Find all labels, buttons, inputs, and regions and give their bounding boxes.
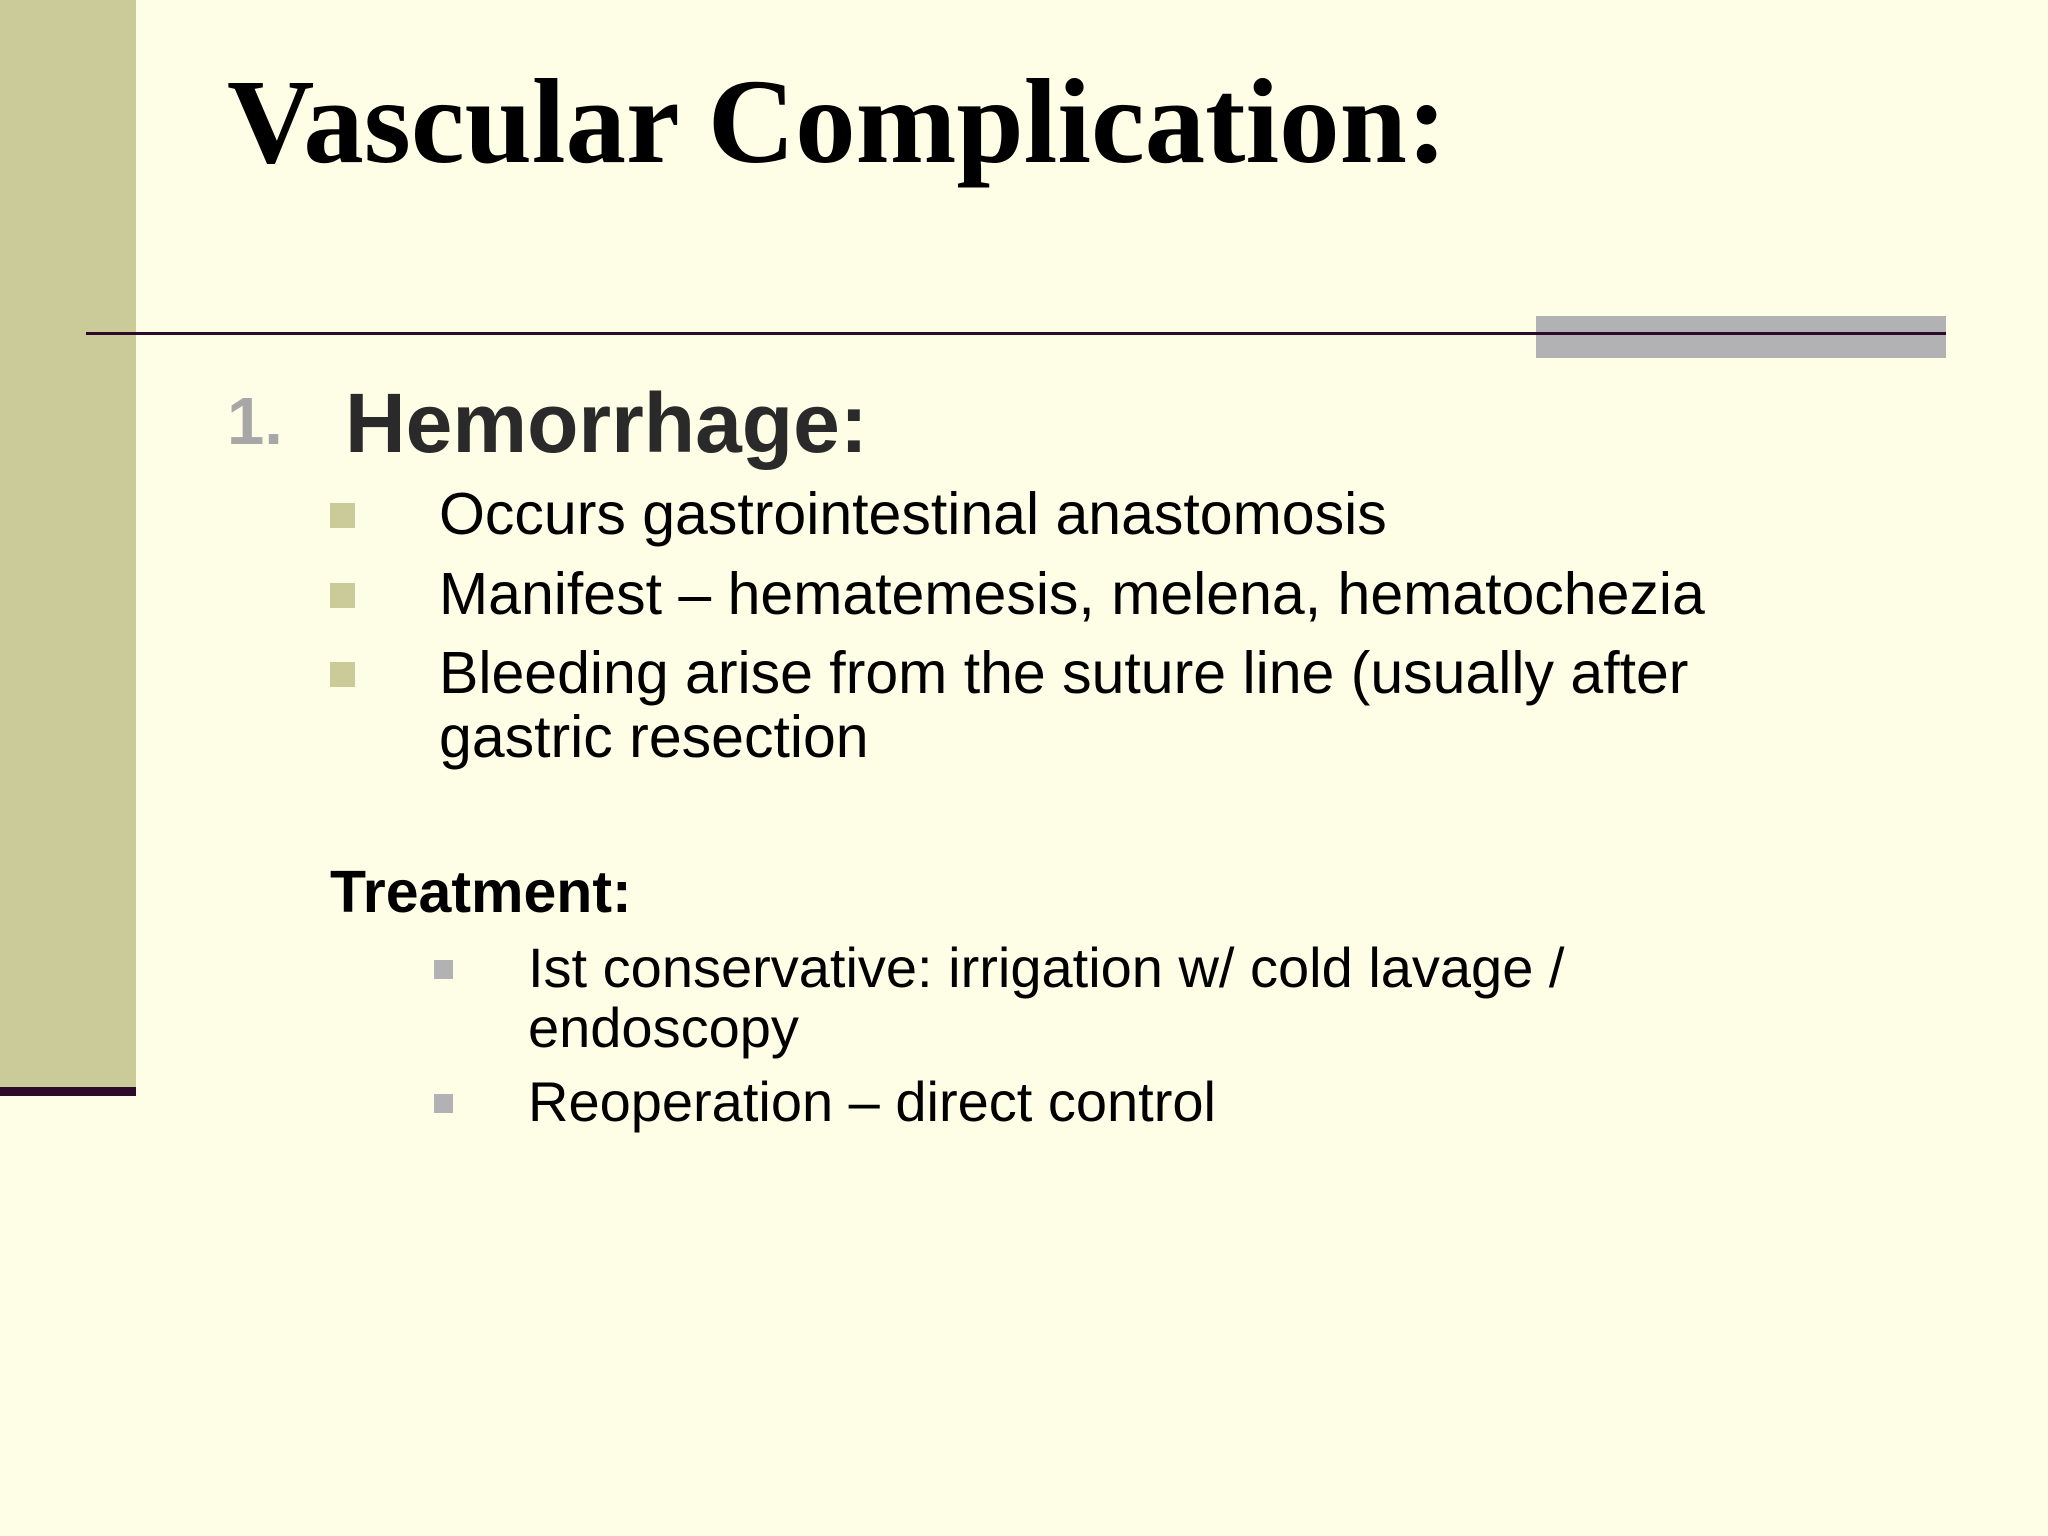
list-item: Reoperation – direct control xyxy=(528,1070,1216,1133)
bullet-square-icon xyxy=(330,662,355,687)
section-number: 1. xyxy=(227,384,283,459)
slide-title: Vascular Complication: xyxy=(227,55,1448,189)
section-heading: Hemorrhage: xyxy=(345,376,868,470)
treatment-label: Treatment: xyxy=(330,859,632,925)
list-item: Bleeding arise from the suture line (usually after gastric resection xyxy=(439,640,1689,770)
bullet-square-icon xyxy=(330,503,355,528)
list-item: Manifest – hematemesis, melena, hematochezia xyxy=(439,561,1705,627)
bullet-square-icon xyxy=(434,1094,453,1113)
sidebar-decoration xyxy=(0,0,136,1087)
bullet-square-icon xyxy=(330,583,355,608)
bullet-square-icon xyxy=(434,960,453,979)
divider-accent-line xyxy=(1536,332,1946,335)
sidebar-bottom-line xyxy=(0,1087,136,1096)
list-item: Occurs gastrointestinal anastomosis xyxy=(439,481,1387,547)
divider-accent-bar xyxy=(1536,316,1946,358)
list-item: Ist conservative: irrigation w/ cold lavage / endoscopy xyxy=(528,936,1565,1059)
